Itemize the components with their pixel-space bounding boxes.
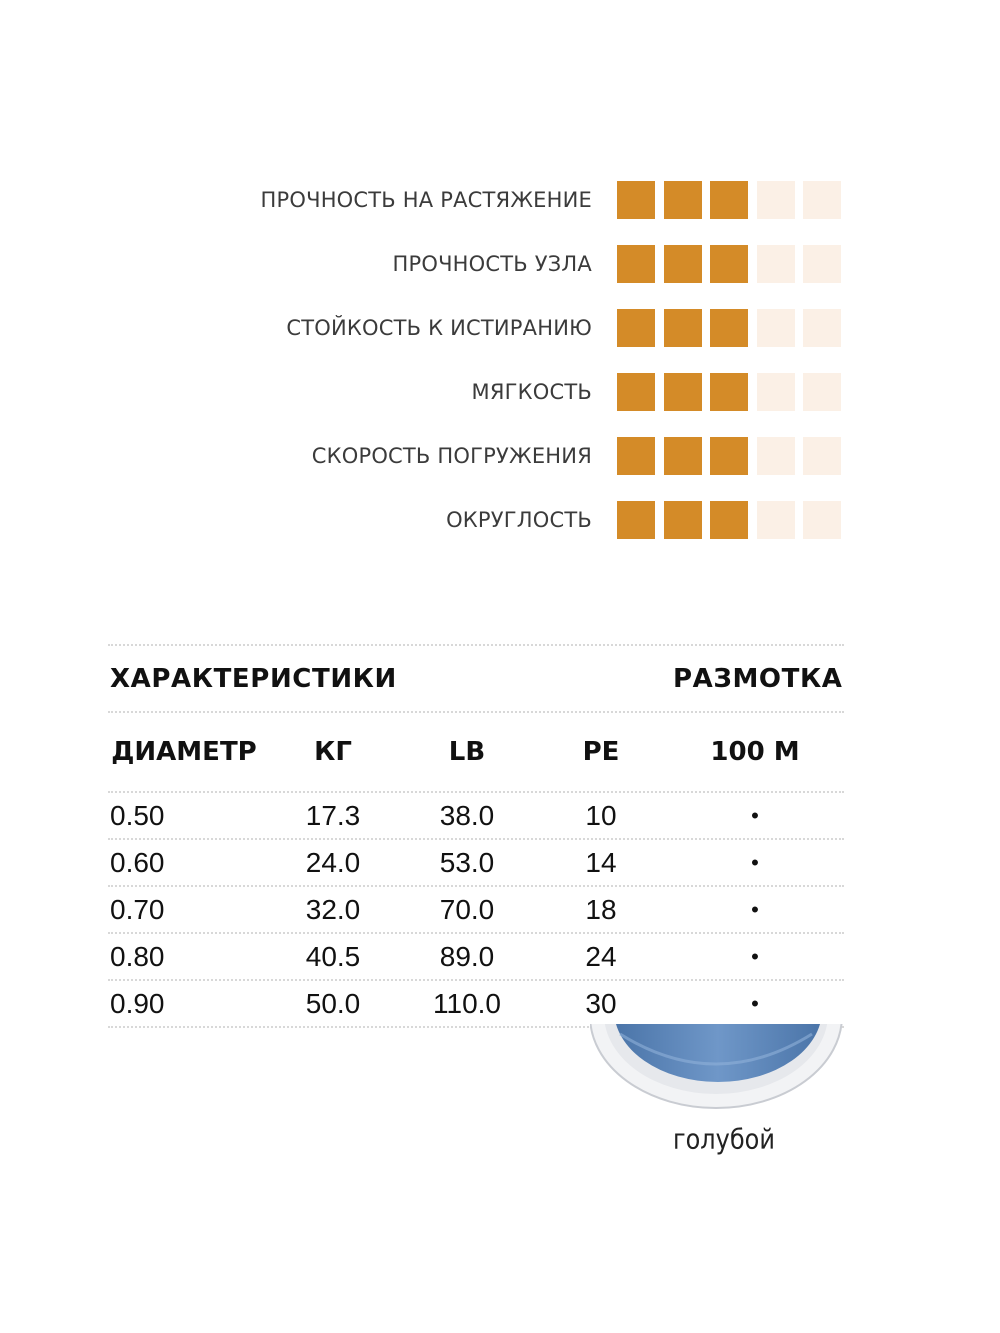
rating-row xyxy=(0,181,1000,219)
column-header-length: 100 М xyxy=(710,737,800,767)
cell-length-mark: • xyxy=(751,944,759,969)
divider xyxy=(108,932,844,934)
spool-title: РАЗМОТКА xyxy=(673,664,843,694)
rating-square-filled xyxy=(664,373,702,411)
rating-row xyxy=(0,373,1000,411)
divider xyxy=(108,644,844,646)
cell-pe: 10 xyxy=(585,800,617,831)
rating-square-empty xyxy=(757,309,795,347)
rating-label: МЯГКОСТЬ xyxy=(471,380,592,404)
rating-square-filled xyxy=(664,501,702,539)
column-header-kg: КГ xyxy=(314,737,352,767)
column-header-pe: PE xyxy=(582,737,620,767)
cell-diameter: 0.70 xyxy=(110,894,165,925)
rating-label: СТОЙКОСТЬ К ИСТИРАНИЮ xyxy=(286,316,592,340)
rating-square-filled xyxy=(617,181,655,219)
color-label: голубой xyxy=(673,1123,775,1156)
rating-label: СКОРОСТЬ ПОГРУЖЕНИЯ xyxy=(311,444,592,468)
rating-square-filled xyxy=(710,245,748,283)
rating-square-filled xyxy=(617,373,655,411)
rating-square-empty xyxy=(803,437,841,475)
cell-kg: 32.0 xyxy=(305,894,361,925)
rating-square-empty xyxy=(757,245,795,283)
rating-square-filled xyxy=(664,181,702,219)
divider xyxy=(108,711,844,713)
rating-square-empty xyxy=(757,181,795,219)
cell-pe: 24 xyxy=(585,941,617,972)
cell-length-mark: • xyxy=(751,850,759,875)
cell-lb: 38.0 xyxy=(439,800,495,831)
column-header-lb: LB xyxy=(448,737,486,767)
rating-label: ПРОЧНОСТЬ НА РАСТЯЖЕНИЕ xyxy=(260,188,592,212)
cell-diameter: 0.80 xyxy=(110,941,165,972)
rating-square-empty xyxy=(803,245,841,283)
cell-length-mark: • xyxy=(751,991,759,1016)
rating-row xyxy=(0,245,1000,283)
cell-lb: 70.0 xyxy=(439,894,495,925)
cell-diameter: 0.90 xyxy=(110,988,165,1019)
cell-kg: 17.3 xyxy=(305,800,361,831)
cell-diameter: 0.50 xyxy=(110,800,165,831)
rating-square-filled xyxy=(664,309,702,347)
rating-square-filled xyxy=(617,437,655,475)
cell-kg: 24.0 xyxy=(305,847,361,878)
rating-square-filled xyxy=(710,501,748,539)
cell-length-mark: • xyxy=(751,897,759,922)
rating-square-filled xyxy=(617,309,655,347)
rating-square-filled xyxy=(710,309,748,347)
rating-square-filled xyxy=(710,437,748,475)
cell-length-mark: • xyxy=(751,803,759,828)
rating-row xyxy=(0,501,1000,539)
rating-row xyxy=(0,437,1000,475)
rating-label: ПРОЧНОСТЬ УЗЛА xyxy=(392,252,592,276)
cell-pe: 18 xyxy=(585,894,617,925)
rating-square-filled xyxy=(710,181,748,219)
spool-image xyxy=(590,1024,846,1114)
rating-square-filled xyxy=(617,245,655,283)
column-header-diameter: ДИАМЕТР xyxy=(111,737,257,767)
cell-kg: 50.0 xyxy=(305,988,361,1019)
rating-square-empty xyxy=(757,373,795,411)
rating-square-empty xyxy=(803,373,841,411)
rating-square-empty xyxy=(803,501,841,539)
rating-square-filled xyxy=(664,245,702,283)
divider xyxy=(108,838,844,840)
cell-pe: 14 xyxy=(585,847,617,878)
divider xyxy=(108,791,844,793)
rating-square-filled xyxy=(617,501,655,539)
rating-square-filled xyxy=(710,373,748,411)
divider xyxy=(108,885,844,887)
cell-lb: 110.0 xyxy=(433,988,501,1019)
rating-square-filled xyxy=(664,437,702,475)
rating-square-empty xyxy=(757,501,795,539)
rating-square-empty xyxy=(803,181,841,219)
rating-label: ОКРУГЛОСТЬ xyxy=(446,508,592,532)
section-title: ХАРАКТЕРИСТИКИ xyxy=(110,664,397,694)
rating-square-empty xyxy=(757,437,795,475)
rating-row xyxy=(0,309,1000,347)
cell-pe: 30 xyxy=(585,988,617,1019)
cell-kg: 40.5 xyxy=(305,941,361,972)
cell-diameter: 0.60 xyxy=(110,847,165,878)
divider xyxy=(108,979,844,981)
rating-square-empty xyxy=(803,309,841,347)
cell-lb: 53.0 xyxy=(439,847,495,878)
cell-lb: 89.0 xyxy=(439,941,495,972)
